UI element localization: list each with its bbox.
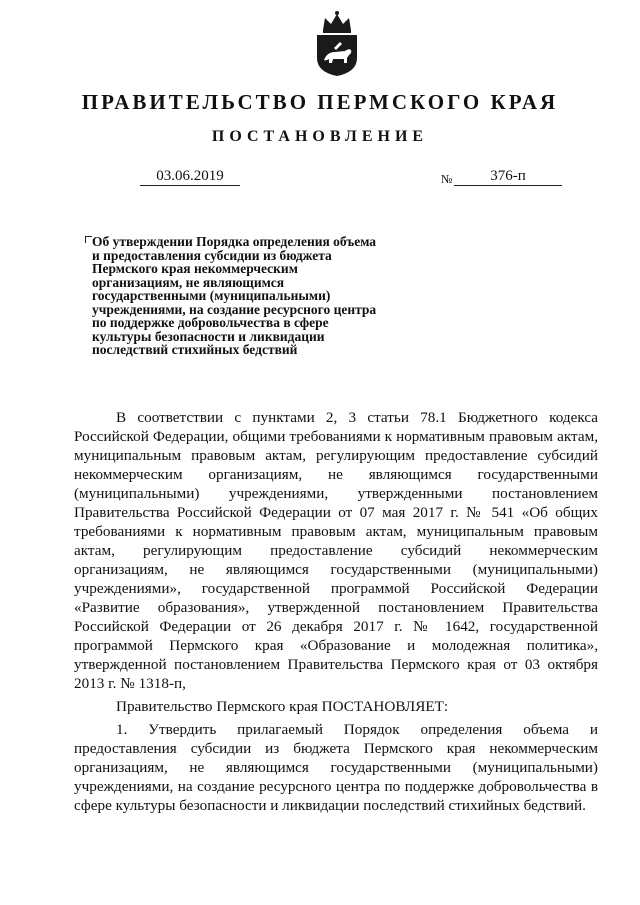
document-body [74, 408, 598, 815]
preamble-paragraph: В соответствии с пунктами 2, 3 статьи 78.1 Бюджетного кодекса Российской Федерации, общими требованиями к нормативным правовым актам, муниципальным правовым актам, регулирующим предоставление субсидий некоммерческим организациям, не являющимся государственными (муниципальными) учреждениями, утвержденными постановлением Правительства Российской Федерации от 07 мая 2017 г. № 541 «Об общих требованиями к нормативным правовым актам, муниципальным правовым актам, регулирующим предоставление субсидий некоммерческим организациям, не являющимся государственными (муниципальными) учреждениями», государственной программой Российской Федерации «Развитие образования», утвержденной постановлением Правительства Российской Федерации от 26 декабря 2017 г. № 1642, государственной программой Пермского края «Образование и молодежная политика», утвержденной постановлением Правительства Пермского края от 03 октября 2013 г. № 1318-п, [74, 409, 598, 692]
document-number: 376-п [454, 167, 562, 186]
organization-title: ПРАВИТЕЛЬСТВО ПЕРМСКОГО КРАЯ [81, 90, 559, 114]
resolution-paragraph: Правительство Пермского края ПОСТАНОВЛЯЕТ: [116, 698, 449, 715]
number-label: № [441, 172, 453, 186]
document-type: ПОСТАНОВЛЕНИЕ [211, 128, 429, 145]
document-subject: Об утверждении Порядка определения объема и предоставления субсидии из бюджета Пермского края некоммерческим организациям, не являющимся государственными (муниципальными) учреждениями, на создание ресурсного центра по поддержке добровольчества в сфере культуры безопасности и ликвидации последствий стихийных бедствий [92, 234, 377, 357]
document-date: 03.06.2019 [140, 167, 240, 186]
clause-1-paragraph: 1. Утвердить прилагаемый Порядок определения объема и предоставления субсидии из бюджета Пермского края некоммерческим организациям, не являющимся государственными (муниципальными) учреждениями, на создание ресурсного центра по поддержке добровольчества в сфере культуры безопасности и ликвидации последствий стихийных бедствий. [74, 721, 598, 814]
subject-corner-mark [85, 236, 92, 243]
coat-of-arms-icon [307, 10, 367, 78]
